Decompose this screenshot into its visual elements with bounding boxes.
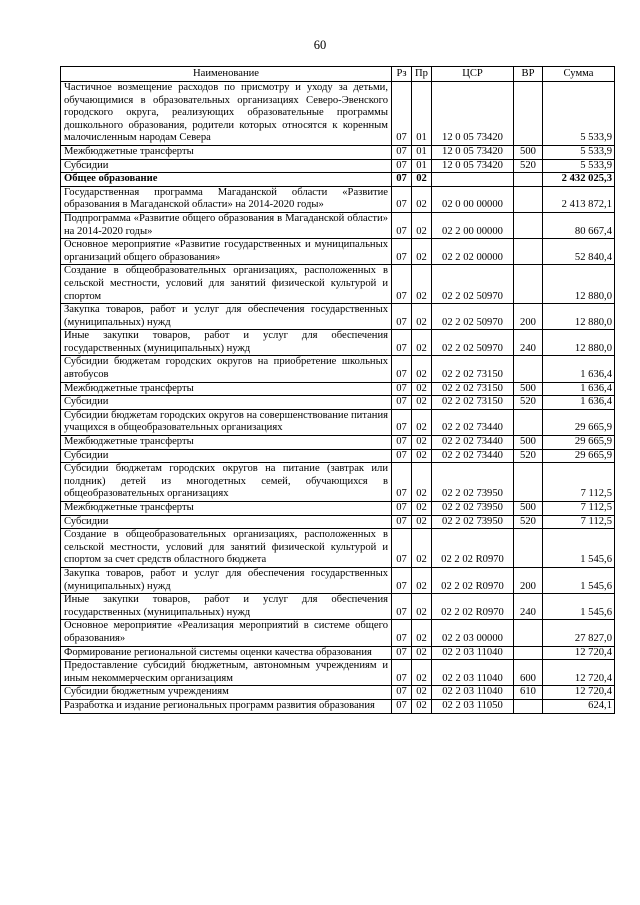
cell-pr: 01 bbox=[412, 82, 432, 146]
cell-vr: 200 bbox=[514, 304, 543, 330]
table-row bbox=[61, 686, 615, 700]
cell-csr: 02 2 02 50970 bbox=[432, 304, 514, 330]
cell-vr: 500 bbox=[514, 436, 543, 450]
cell-pr: 02 bbox=[412, 239, 432, 265]
cell-pr: 02 bbox=[412, 396, 432, 410]
cell-vr: 520 bbox=[514, 396, 543, 410]
cell-name: Межбюджетные трансферты bbox=[61, 145, 392, 159]
table-row bbox=[61, 159, 615, 173]
cell-csr: 02 2 02 R0970 bbox=[432, 567, 514, 593]
cell-name: Государственная программа Магаданской области «Развитие образования в Магаданской области» на 2014-2020 годы» bbox=[61, 186, 392, 212]
cell-sum: 27 827,0 bbox=[543, 620, 615, 646]
page-number: 60 bbox=[313, 38, 327, 52]
cell-name: Частичное возмещение расходов по присмотру и уходу за детьми, обучающимися в образовательных организациях Северо-Эвенского городского округа, реализующих образовательные программы дошкольного образования, родители которых относятся к коренным малочисленным народам Севера bbox=[61, 82, 392, 146]
cell-rz: 07 bbox=[392, 436, 412, 450]
table-row bbox=[61, 145, 615, 159]
cell-csr: 02 2 00 00000 bbox=[432, 212, 514, 238]
table-row bbox=[61, 567, 615, 593]
cell-rz: 07 bbox=[392, 173, 412, 187]
cell-sum: 1 636,4 bbox=[543, 382, 615, 396]
cell-sum: 7 112,5 bbox=[543, 515, 615, 529]
cell-vr bbox=[514, 463, 543, 502]
cell-rz: 07 bbox=[392, 529, 412, 568]
cell-vr: 500 bbox=[514, 145, 543, 159]
cell-rz: 07 bbox=[392, 212, 412, 238]
cell-name: Основное мероприятие «Реализация мероприятий в системе общего образования» bbox=[61, 620, 392, 646]
cell-vr: 520 bbox=[514, 159, 543, 173]
table-row bbox=[61, 646, 615, 660]
cell-csr: 02 2 02 R0970 bbox=[432, 594, 514, 620]
cell-rz: 07 bbox=[392, 449, 412, 463]
cell-rz: 07 bbox=[392, 186, 412, 212]
cell-csr: 02 2 02 73440 bbox=[432, 409, 514, 435]
cell-sum: 29 665,9 bbox=[543, 449, 615, 463]
cell-pr: 02 bbox=[412, 699, 432, 713]
table-row bbox=[61, 82, 615, 146]
cell-csr: 02 2 03 11040 bbox=[432, 686, 514, 700]
cell-vr bbox=[514, 239, 543, 265]
cell-csr: 02 2 02 73950 bbox=[432, 515, 514, 529]
cell-rz: 07 bbox=[392, 686, 412, 700]
cell-sum: 1 545,6 bbox=[543, 594, 615, 620]
cell-rz: 07 bbox=[392, 356, 412, 382]
cell-name: Формирование региональной системы оценки качества образования bbox=[61, 646, 392, 660]
cell-pr: 02 bbox=[412, 436, 432, 450]
cell-rz: 07 bbox=[392, 594, 412, 620]
col-header-csr: ЦСР bbox=[432, 67, 514, 82]
cell-rz: 07 bbox=[392, 304, 412, 330]
cell-csr: 02 2 03 11050 bbox=[432, 699, 514, 713]
cell-name: Межбюджетные трансферты bbox=[61, 502, 392, 516]
cell-rz: 07 bbox=[392, 409, 412, 435]
cell-csr bbox=[432, 173, 514, 187]
table-row bbox=[61, 265, 615, 304]
cell-sum: 5 533,9 bbox=[543, 159, 615, 173]
cell-pr: 02 bbox=[412, 502, 432, 516]
cell-pr: 02 bbox=[412, 646, 432, 660]
cell-rz: 07 bbox=[392, 646, 412, 660]
cell-vr bbox=[514, 409, 543, 435]
table-row bbox=[61, 529, 615, 568]
cell-sum: 624,1 bbox=[543, 699, 615, 713]
cell-rz: 07 bbox=[392, 145, 412, 159]
cell-vr bbox=[514, 620, 543, 646]
cell-pr: 02 bbox=[412, 409, 432, 435]
cell-pr: 02 bbox=[412, 173, 432, 187]
table-row bbox=[61, 515, 615, 529]
table-row bbox=[61, 409, 615, 435]
cell-vr bbox=[514, 356, 543, 382]
cell-csr: 02 2 03 11040 bbox=[432, 660, 514, 686]
cell-sum: 1 636,4 bbox=[543, 396, 615, 410]
cell-csr: 02 2 02 R0970 bbox=[432, 529, 514, 568]
cell-vr: 610 bbox=[514, 686, 543, 700]
cell-name: Закупка товаров, работ и услуг для обеспечения государственных (муниципальных) нужд bbox=[61, 567, 392, 593]
cell-name: Подпрограмма «Развитие общего образования в Магаданской области» на 2014-2020 годы» bbox=[61, 212, 392, 238]
cell-name: Закупка товаров, работ и услуг для обеспечения государственных (муниципальных) нужд bbox=[61, 304, 392, 330]
table-row bbox=[61, 330, 615, 356]
budget-table bbox=[60, 66, 615, 714]
cell-vr bbox=[514, 646, 543, 660]
cell-pr: 02 bbox=[412, 186, 432, 212]
cell-pr: 02 bbox=[412, 515, 432, 529]
cell-pr: 02 bbox=[412, 304, 432, 330]
cell-name: Субсидии bbox=[61, 159, 392, 173]
cell-sum: 12 880,0 bbox=[543, 304, 615, 330]
cell-sum: 5 533,9 bbox=[543, 82, 615, 146]
table-body bbox=[61, 82, 615, 714]
cell-csr: 02 2 03 11040 bbox=[432, 646, 514, 660]
table-header-row bbox=[61, 67, 615, 82]
cell-csr: 12 0 05 73420 bbox=[432, 145, 514, 159]
cell-sum: 12 880,0 bbox=[543, 330, 615, 356]
cell-vr bbox=[514, 265, 543, 304]
cell-sum: 80 667,4 bbox=[543, 212, 615, 238]
cell-name: Предоставление субсидий бюджетным, автономным учреждениям и иным некоммерческим организациям bbox=[61, 660, 392, 686]
cell-name: Субсидии бюджетам городских округов на совершенствование питания учащихся в общеобразовательных организациях bbox=[61, 409, 392, 435]
cell-csr: 02 2 02 73950 bbox=[432, 502, 514, 516]
cell-csr: 02 2 03 00000 bbox=[432, 620, 514, 646]
cell-rz: 07 bbox=[392, 396, 412, 410]
cell-sum: 29 665,9 bbox=[543, 409, 615, 435]
cell-rz: 07 bbox=[392, 159, 412, 173]
cell-pr: 02 bbox=[412, 686, 432, 700]
cell-pr: 02 bbox=[412, 382, 432, 396]
cell-csr: 02 2 02 73950 bbox=[432, 463, 514, 502]
cell-vr: 500 bbox=[514, 382, 543, 396]
cell-rz: 07 bbox=[392, 567, 412, 593]
cell-csr: 02 2 02 50970 bbox=[432, 330, 514, 356]
cell-rz: 07 bbox=[392, 82, 412, 146]
cell-pr: 02 bbox=[412, 330, 432, 356]
table-row bbox=[61, 382, 615, 396]
cell-vr bbox=[514, 699, 543, 713]
cell-sum: 12 720,4 bbox=[543, 646, 615, 660]
table-row bbox=[61, 396, 615, 410]
cell-sum: 12 720,4 bbox=[543, 686, 615, 700]
table-row bbox=[61, 463, 615, 502]
table-row bbox=[61, 304, 615, 330]
cell-pr: 02 bbox=[412, 212, 432, 238]
cell-pr: 02 bbox=[412, 567, 432, 593]
cell-name: Субсидии бюджетам городских округов на приобретение школьных автобусов bbox=[61, 356, 392, 382]
cell-csr: 02 2 02 73440 bbox=[432, 436, 514, 450]
table-row bbox=[61, 594, 615, 620]
cell-sum: 1 545,6 bbox=[543, 567, 615, 593]
cell-name: Общее образование bbox=[61, 173, 392, 187]
cell-sum: 29 665,9 bbox=[543, 436, 615, 450]
table-row bbox=[61, 356, 615, 382]
cell-rz: 07 bbox=[392, 239, 412, 265]
cell-vr bbox=[514, 186, 543, 212]
cell-vr: 600 bbox=[514, 660, 543, 686]
cell-sum: 52 840,4 bbox=[543, 239, 615, 265]
cell-vr: 500 bbox=[514, 502, 543, 516]
cell-csr: 02 2 02 50970 bbox=[432, 265, 514, 304]
cell-pr: 02 bbox=[412, 529, 432, 568]
table-row bbox=[61, 620, 615, 646]
table-row bbox=[61, 173, 615, 187]
cell-pr: 02 bbox=[412, 265, 432, 304]
cell-name: Межбюджетные трансферты bbox=[61, 382, 392, 396]
cell-rz: 07 bbox=[392, 502, 412, 516]
cell-name: Разработка и издание региональных программ развития образования bbox=[61, 699, 392, 713]
cell-sum: 2 432 025,3 bbox=[543, 173, 615, 187]
cell-vr: 520 bbox=[514, 515, 543, 529]
cell-vr: 520 bbox=[514, 449, 543, 463]
cell-name: Создание в общеобразовательных организациях, расположенных в сельской местности, условий для занятий физической культурой и спортом за счет средств областного бюджета bbox=[61, 529, 392, 568]
cell-vr: 200 bbox=[514, 567, 543, 593]
cell-sum: 12 880,0 bbox=[543, 265, 615, 304]
table-row bbox=[61, 239, 615, 265]
cell-rz: 07 bbox=[392, 265, 412, 304]
cell-name: Создание в общеобразовательных организациях, расположенных в сельской местности, условий для занятий физической культурой и спортом bbox=[61, 265, 392, 304]
col-header-pr: Пр bbox=[412, 67, 432, 82]
cell-rz: 07 bbox=[392, 515, 412, 529]
cell-pr: 01 bbox=[412, 145, 432, 159]
cell-vr: 240 bbox=[514, 594, 543, 620]
cell-name: Иные закупки товаров, работ и услуг для обеспечения государственных (муниципальных) нужд bbox=[61, 594, 392, 620]
cell-pr: 02 bbox=[412, 660, 432, 686]
cell-csr: 02 2 02 73150 bbox=[432, 356, 514, 382]
table-row bbox=[61, 699, 615, 713]
cell-sum: 7 112,5 bbox=[543, 463, 615, 502]
table-row bbox=[61, 502, 615, 516]
cell-name: Субсидии бюджетам городских округов на питание (завтрак или полдник) детей из многодетных семей, обучающихся в общеобразовательных организациях bbox=[61, 463, 392, 502]
cell-csr: 12 0 05 73420 bbox=[432, 82, 514, 146]
table-row bbox=[61, 436, 615, 450]
cell-rz: 07 bbox=[392, 660, 412, 686]
cell-rz: 07 bbox=[392, 463, 412, 502]
table-row bbox=[61, 186, 615, 212]
cell-pr: 02 bbox=[412, 463, 432, 502]
cell-pr: 02 bbox=[412, 620, 432, 646]
col-header-name: Наименование bbox=[61, 67, 392, 82]
cell-name: Межбюджетные трансферты bbox=[61, 436, 392, 450]
cell-vr bbox=[514, 212, 543, 238]
cell-name: Иные закупки товаров, работ и услуг для обеспечения государственных (муниципальных) нужд bbox=[61, 330, 392, 356]
col-header-vr: ВР bbox=[514, 67, 543, 82]
cell-sum: 1 636,4 bbox=[543, 356, 615, 382]
cell-csr: 02 2 02 73150 bbox=[432, 382, 514, 396]
cell-rz: 07 bbox=[392, 699, 412, 713]
cell-name: Основное мероприятие «Развитие государственных и муниципальных организаций общего образования» bbox=[61, 239, 392, 265]
cell-sum: 12 720,4 bbox=[543, 660, 615, 686]
cell-csr: 12 0 05 73420 bbox=[432, 159, 514, 173]
cell-csr: 02 0 00 00000 bbox=[432, 186, 514, 212]
cell-csr: 02 2 02 73150 bbox=[432, 396, 514, 410]
col-header-rz: Рз bbox=[392, 67, 412, 82]
cell-rz: 07 bbox=[392, 382, 412, 396]
table-row bbox=[61, 449, 615, 463]
cell-rz: 07 bbox=[392, 330, 412, 356]
cell-sum: 1 545,6 bbox=[543, 529, 615, 568]
cell-sum: 7 112,5 bbox=[543, 502, 615, 516]
cell-pr: 01 bbox=[412, 159, 432, 173]
cell-vr bbox=[514, 82, 543, 146]
table-row bbox=[61, 212, 615, 238]
table-row bbox=[61, 660, 615, 686]
cell-vr bbox=[514, 173, 543, 187]
cell-vr: 240 bbox=[514, 330, 543, 356]
cell-sum: 5 533,9 bbox=[543, 145, 615, 159]
cell-name: Субсидии бюджетным учреждениям bbox=[61, 686, 392, 700]
cell-sum: 2 413 872,1 bbox=[543, 186, 615, 212]
col-header-sum: Сумма bbox=[543, 67, 615, 82]
cell-csr: 02 2 02 73440 bbox=[432, 449, 514, 463]
cell-pr: 02 bbox=[412, 449, 432, 463]
cell-pr: 02 bbox=[412, 594, 432, 620]
cell-pr: 02 bbox=[412, 356, 432, 382]
cell-csr: 02 2 02 00000 bbox=[432, 239, 514, 265]
cell-name: Субсидии bbox=[61, 515, 392, 529]
cell-rz: 07 bbox=[392, 620, 412, 646]
cell-name: Субсидии bbox=[61, 449, 392, 463]
cell-vr bbox=[514, 529, 543, 568]
cell-name: Субсидии bbox=[61, 396, 392, 410]
